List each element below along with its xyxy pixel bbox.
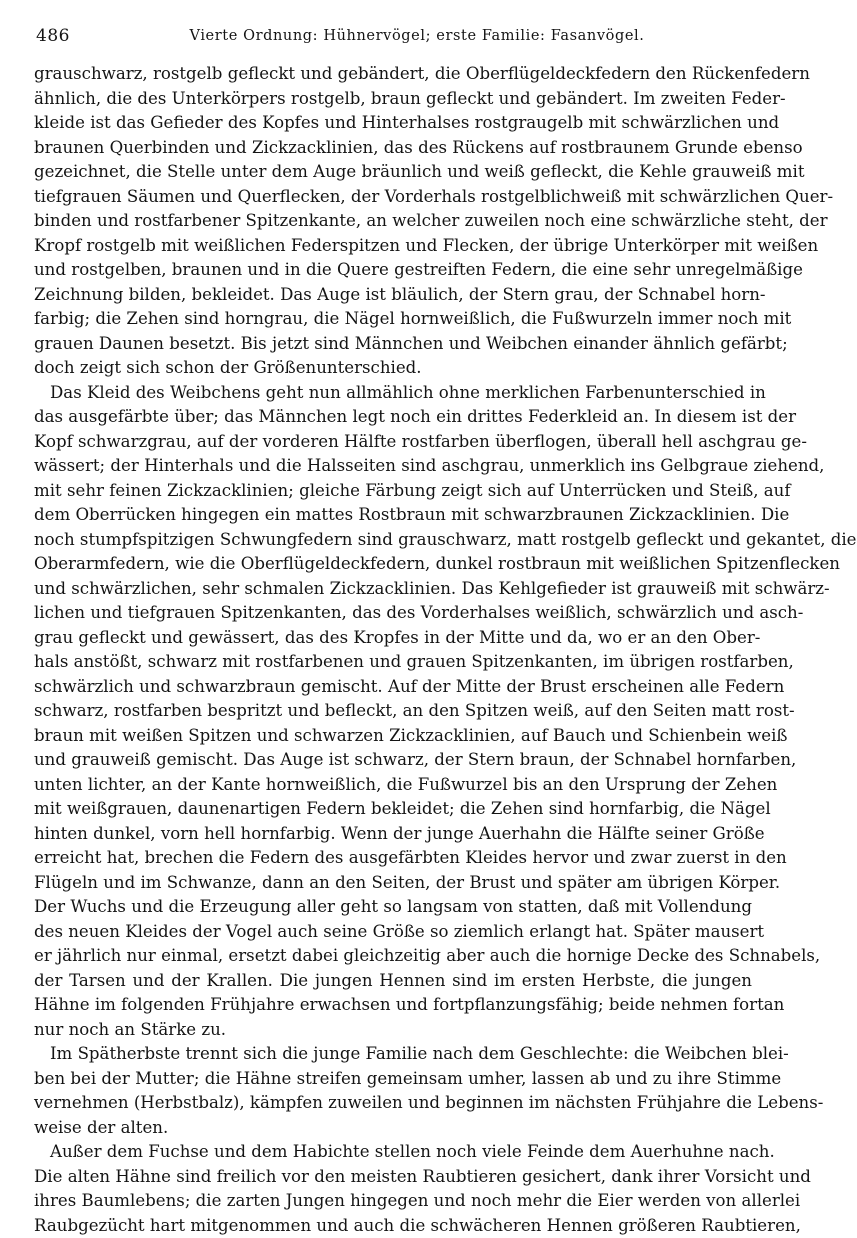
text-line: er jährlich nur einmal, ersetzt dabei gleichzeitig aber auch die hornige Decke des Schnabels, — [34, 944, 752, 969]
text-line: ihres Baumlebens; die zarten Jungen hingegen und noch mehr die Eier werden von allerlei — [34, 1189, 752, 1214]
text-line: ben bei der Mutter; die Hähne streifen gemeinsam umher, lassen ab und zu ihre Stimme — [34, 1067, 752, 1092]
text-line: schwärzlich und schwarzbraun gemischt. Auf der Mitte der Brust erscheinen alle Federn — [34, 675, 752, 700]
text-line: mit weißgrauen, daunenartigen Federn bekleidet; die Zehen sind hornfarbig, die Nägel — [34, 797, 752, 822]
text-line: das ausgefärbte über; das Männchen legt noch ein drittes Federkleid an. In diesem ist der — [34, 405, 752, 430]
text-line: hals anstößt, schwarz mit rostfarbenen und grauen Spitzenkanten, im übrigen rostfarben, — [34, 650, 752, 675]
text-line: Zeichnung bilden, bekleidet. Das Auge ist bläulich, der Stern grau, der Schnabel horn- — [34, 283, 752, 308]
paragraph — [34, 1042, 752, 1140]
text-line: binden und rostfarbener Spitzenkante, an welcher zuweilen noch eine schwärzliche steht, der — [34, 209, 752, 234]
text-line: Raubgezücht hart mitgenommen und auch die schwächeren Hennen größeren Raubtieren, — [34, 1214, 752, 1238]
text-line: doch zeigt sich schon der Größenunterschied. — [34, 356, 752, 381]
text-line: schwarz, rostfarben bespritzt und befleckt, an den Spitzen weiß, auf den Seiten matt rost- — [34, 699, 752, 724]
text-line: nur noch an Stärke zu. — [34, 1018, 752, 1043]
text-line: Oberarmfedern, wie die Oberflügeldeckfedern, dunkel rostbraun mit weißlichen Spitzenflecken — [34, 552, 752, 577]
running-head: Vierte Ordnung: Hühnervögel; erste Familie: Fasanvögel. — [36, 28, 758, 44]
text-line: wässert; der Hinterhals und die Halsseiten sind aschgrau, unmerklich ins Gelbgraue ziehend, — [34, 454, 752, 479]
text-line: kleide ist das Gefieder des Kopfes und Hinterhalses rostgraugelb mit schwärzlichen und — [34, 111, 752, 136]
text-line: mit sehr feinen Zickzacklinien; gleiche Färbung zeigt sich auf Unterrücken und Steiß, auf — [34, 479, 752, 504]
text-line: und rostgelben, braunen und in die Quere gestreiften Federn, die eine sehr unregelmäßige — [34, 258, 752, 283]
text-line: Außer dem Fuchse und dem Habichte stellen noch viele Feinde dem Auerhuhne nach. — [34, 1140, 752, 1165]
text-line: vernehmen (Herbstbalz), kämpfen zuweilen und beginnen im nächsten Frühjahre die Lebens- — [34, 1091, 752, 1116]
text-line: braun mit weißen Spitzen und schwarzen Zickzacklinien, auf Bauch und Schienbein weiß — [34, 724, 752, 749]
paragraph — [34, 62, 752, 381]
text-line: gezeichnet, die Stelle unter dem Auge bräunlich und weiß gefleckt, die Kehle grauweiß mit — [34, 160, 752, 185]
page-header — [36, 26, 758, 52]
text-line: Flügeln und im Schwanze, dann an den Seiten, der Brust und später am übrigen Körper. — [34, 871, 752, 896]
body-text — [34, 62, 752, 1238]
text-line: grauen Daunen besetzt. Bis jetzt sind Männchen und Weibchen einander ähnlich gefärbt; — [34, 332, 752, 357]
text-line: des neuen Kleides der Vogel auch seine Größe so ziemlich erlangt hat. Später mausert — [34, 920, 752, 945]
text-line: grau gefleckt und gewässert, das des Kropfes in der Mitte und da, wo er an den Ober- — [34, 626, 752, 651]
text-line: Der Wuchs und die Erzeugung aller geht so langsam von statten, daß mit Vollendung — [34, 895, 752, 920]
text-line: grauschwarz, rostgelb gefleckt und gebändert, die Oberflügeldeckfedern den Rückenfedern — [34, 62, 752, 87]
text-line: Hähne im folgenden Frühjahre erwachsen und fortpflanzungsfähig; beide nehmen fortan — [34, 993, 752, 1018]
page-number: 486 — [36, 26, 70, 46]
text-line: der Tarsen und der Krallen. Die jungen Hennen sind im ersten Herbste, die jungen — [34, 969, 752, 994]
text-line: braunen Querbinden und Zickzacklinien, das des Rückens auf rostbraunem Grunde ebenso — [34, 136, 752, 161]
text-line: weise der alten. — [34, 1116, 752, 1141]
text-line: noch stumpfspitzigen Schwungfedern sind grauschwarz, matt rostgelb gefleckt und gekantet, die — [34, 528, 752, 553]
text-line: dem Oberrücken hingegen ein mattes Rostbraun mit schwarzbraunen Zickzacklinien. Die — [34, 503, 752, 528]
text-line: erreicht hat, brechen die Federn des ausgefärbten Kleides hervor und zwar zuerst in den — [34, 846, 752, 871]
paragraph — [34, 1140, 752, 1238]
text-line: und grauweiß gemischt. Das Auge ist schwarz, der Stern braun, der Schnabel hornfarben, — [34, 748, 752, 773]
paragraph — [34, 381, 752, 1043]
text-line: Die alten Hähne sind freilich vor den meisten Raubtieren gesichert, dank ihrer Vorsicht und — [34, 1165, 752, 1190]
text-line: farbig; die Zehen sind horngrau, die Nägel hornweißlich, die Fußwurzeln immer noch mit — [34, 307, 752, 332]
text-line: ähnlich, die des Unterkörpers rostgelb, braun gefleckt und gebändert. Im zweiten Feder- — [34, 87, 752, 112]
text-line: unten lichter, an der Kante hornweißlich, die Fußwurzel bis an den Ursprung der Zehen — [34, 773, 752, 798]
text-line: Im Spätherbste trennt sich die junge Familie nach dem Geschlechte: die Weibchen blei- — [34, 1042, 752, 1067]
text-line: Kropf rostgelb mit weißlichen Federspitzen und Flecken, der übrige Unterkörper mit weißen — [34, 234, 752, 259]
text-line: hinten dunkel, vorn hell hornfarbig. Wenn der junge Auerhahn die Hälfte seiner Größe — [34, 822, 752, 847]
text-line: und schwärzlichen, sehr schmalen Zickzacklinien. Das Kehlgefieder ist grauweiß mit schwärz- — [34, 577, 752, 602]
text-line: lichen und tiefgrauen Spitzenkanten, das des Vorderhalses weißlich, schwärzlich und asch- — [34, 601, 752, 626]
text-line: Kopf schwarzgrau, auf der vorderen Hälfte rostfarben überflogen, überall hell aschgrau ge- — [34, 430, 752, 455]
text-line: tiefgrauen Säumen und Querflecken, der Vorderhals rostgelblichweiß mit schwärzlichen Quer- — [34, 185, 752, 210]
text-line: Das Kleid des Weibchens geht nun allmählich ohne merklichen Farbenunterschied in — [34, 381, 752, 406]
